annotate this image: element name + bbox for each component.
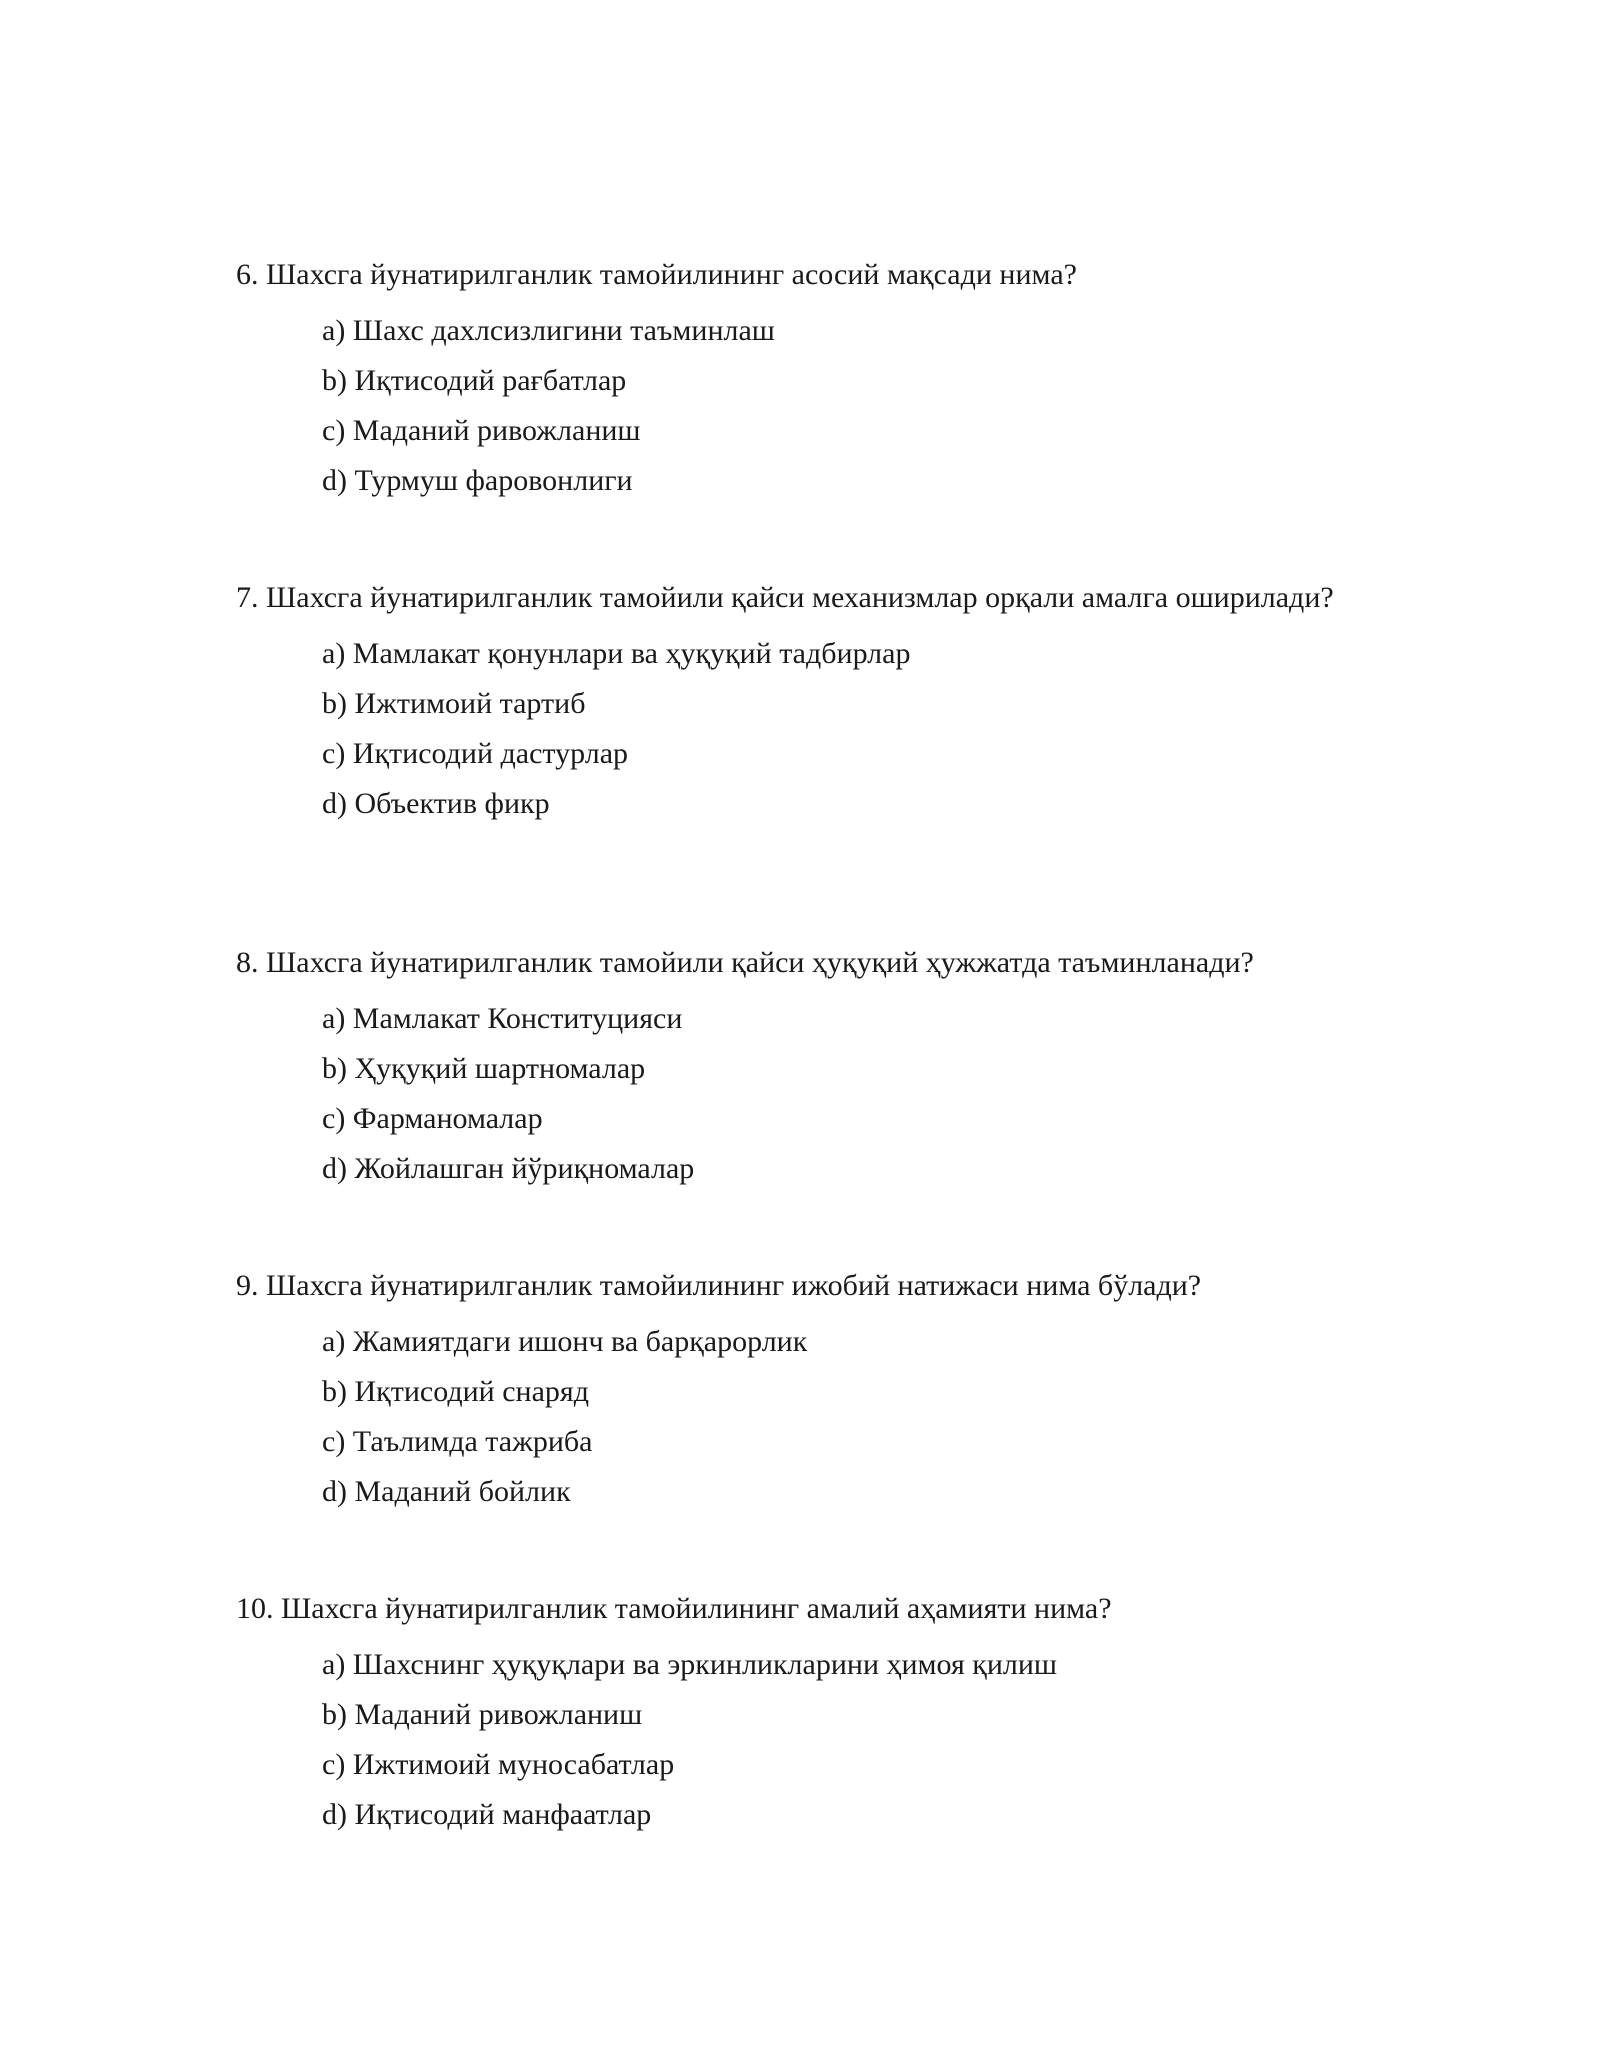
answer-options — [236, 1321, 1366, 1521]
answer-option-a: a) Мамлакат Конституцияси — [322, 1002, 683, 1035]
answer-option-c: c) Иқтисодий дастурлар — [322, 737, 629, 770]
question-text: 7. Шахсга йунатирилганлик тамойили қайси механизмлар орқали амалга оширилади? — [236, 581, 1334, 614]
answer-options — [236, 633, 1366, 833]
answer-option-c: c) Ижтимоий муносабатлар — [322, 1748, 675, 1781]
question-10 — [236, 1588, 1366, 1844]
answer-option-a: a) Шахс дахлсизлигини таъминлаш — [322, 314, 775, 347]
answer-option-d: d) Жойлашган йўриқномалар — [322, 1152, 695, 1185]
question-text: 6. Шахсга йунатирилганлик тамойилининг асосий мақсади нима? — [236, 258, 1077, 291]
answer-option-b: b) Иқтисодий рағбатлар — [322, 364, 627, 397]
answer-options — [236, 310, 1366, 510]
answer-option-c: c) Фарманомалар — [322, 1102, 543, 1135]
question-8 — [236, 942, 1366, 1198]
answer-option-b: b) Ҳуқуқий шартномалар — [322, 1052, 646, 1085]
answer-option-a: a) Шахснинг ҳуқуқлари ва эркинликларини ҳимоя қилиш — [322, 1648, 1058, 1681]
answer-option-c: c) Маданий ривожланиш — [322, 414, 641, 447]
question-7 — [236, 577, 1366, 833]
answer-option-b: b) Иқтисодий снаряд — [322, 1375, 589, 1408]
answer-option-a: a) Мамлакат қонунлари ва ҳуқуқий тадбирлар — [322, 637, 911, 670]
question-text: 10. Шахсга йунатирилганлик тамойилининг амалий аҳамияти нима? — [236, 1592, 1112, 1625]
question-text: 9. Шахсга йунатирилганлик тамойилининг ижобий натижаси нима бўлади? — [236, 1269, 1202, 1302]
answer-option-c: c) Таълимда тажриба — [322, 1425, 593, 1458]
answer-option-d: d) Объектив фикр — [322, 787, 550, 820]
answer-option-b: b) Ижтимоий тартиб — [322, 687, 586, 720]
question-text: 8. Шахсга йунатирилганлик тамойили қайси ҳуқуқий ҳужжатда таъминланади? — [236, 946, 1254, 979]
question-9 — [236, 1265, 1366, 1521]
answer-option-d: d) Иқтисодий манфаатлар — [322, 1798, 652, 1831]
answer-option-a: a) Жамиятдаги ишонч ва барқарорлик — [322, 1325, 808, 1358]
answer-options — [236, 998, 1366, 1198]
answer-option-b: b) Маданий ривожланиш — [322, 1698, 643, 1731]
question-6 — [236, 254, 1366, 510]
answer-option-d: d) Маданий бойлик — [322, 1475, 571, 1508]
answer-option-d: d) Турмуш фаровонлиги — [322, 464, 633, 497]
answer-options — [236, 1644, 1366, 1844]
